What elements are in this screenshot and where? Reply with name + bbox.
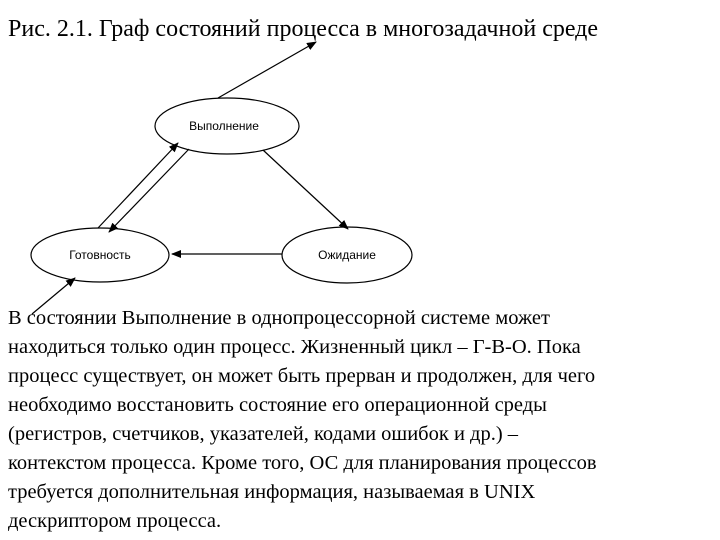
edge-running-to-ready — [109, 149, 189, 232]
body-line: (регистров, счетчиков, указателей, кодами ошибок и др.) – — [8, 423, 519, 445]
edge-running-to-outside — [218, 42, 316, 98]
body-text — [8, 304, 714, 536]
body-line: процесс существует, он может быть прерван и продолжен, для чего — [8, 365, 596, 387]
body-line: дескриптором процесса. — [8, 510, 222, 532]
node-waiting-label: Ожидание — [318, 248, 376, 262]
node-running — [155, 98, 299, 154]
slide-title: Рис. 2.1. Граф состояний процесса в многозадачной среде — [8, 16, 599, 42]
body-line: В состоянии Выполнение в однопроцессорной системе может — [8, 307, 550, 329]
body-line: контекстом процесса. Кроме того, ОС для планирования процессов — [8, 452, 597, 474]
body-line: требуется дополнительная информация, называемая в UNIX — [8, 481, 536, 503]
body-line: необходимо восстановить состояние его операционной среды — [8, 394, 547, 416]
edge-ready-to-running — [98, 143, 178, 228]
node-running-label: Выполнение — [189, 119, 259, 133]
body-line: находиться только один процесс. Жизненный цикл – Г-В-О. Пока — [8, 336, 581, 358]
edge-running-to-waiting — [263, 150, 348, 229]
node-waiting — [282, 227, 412, 283]
node-ready — [31, 228, 169, 282]
node-ready-label: Готовность — [69, 248, 131, 262]
